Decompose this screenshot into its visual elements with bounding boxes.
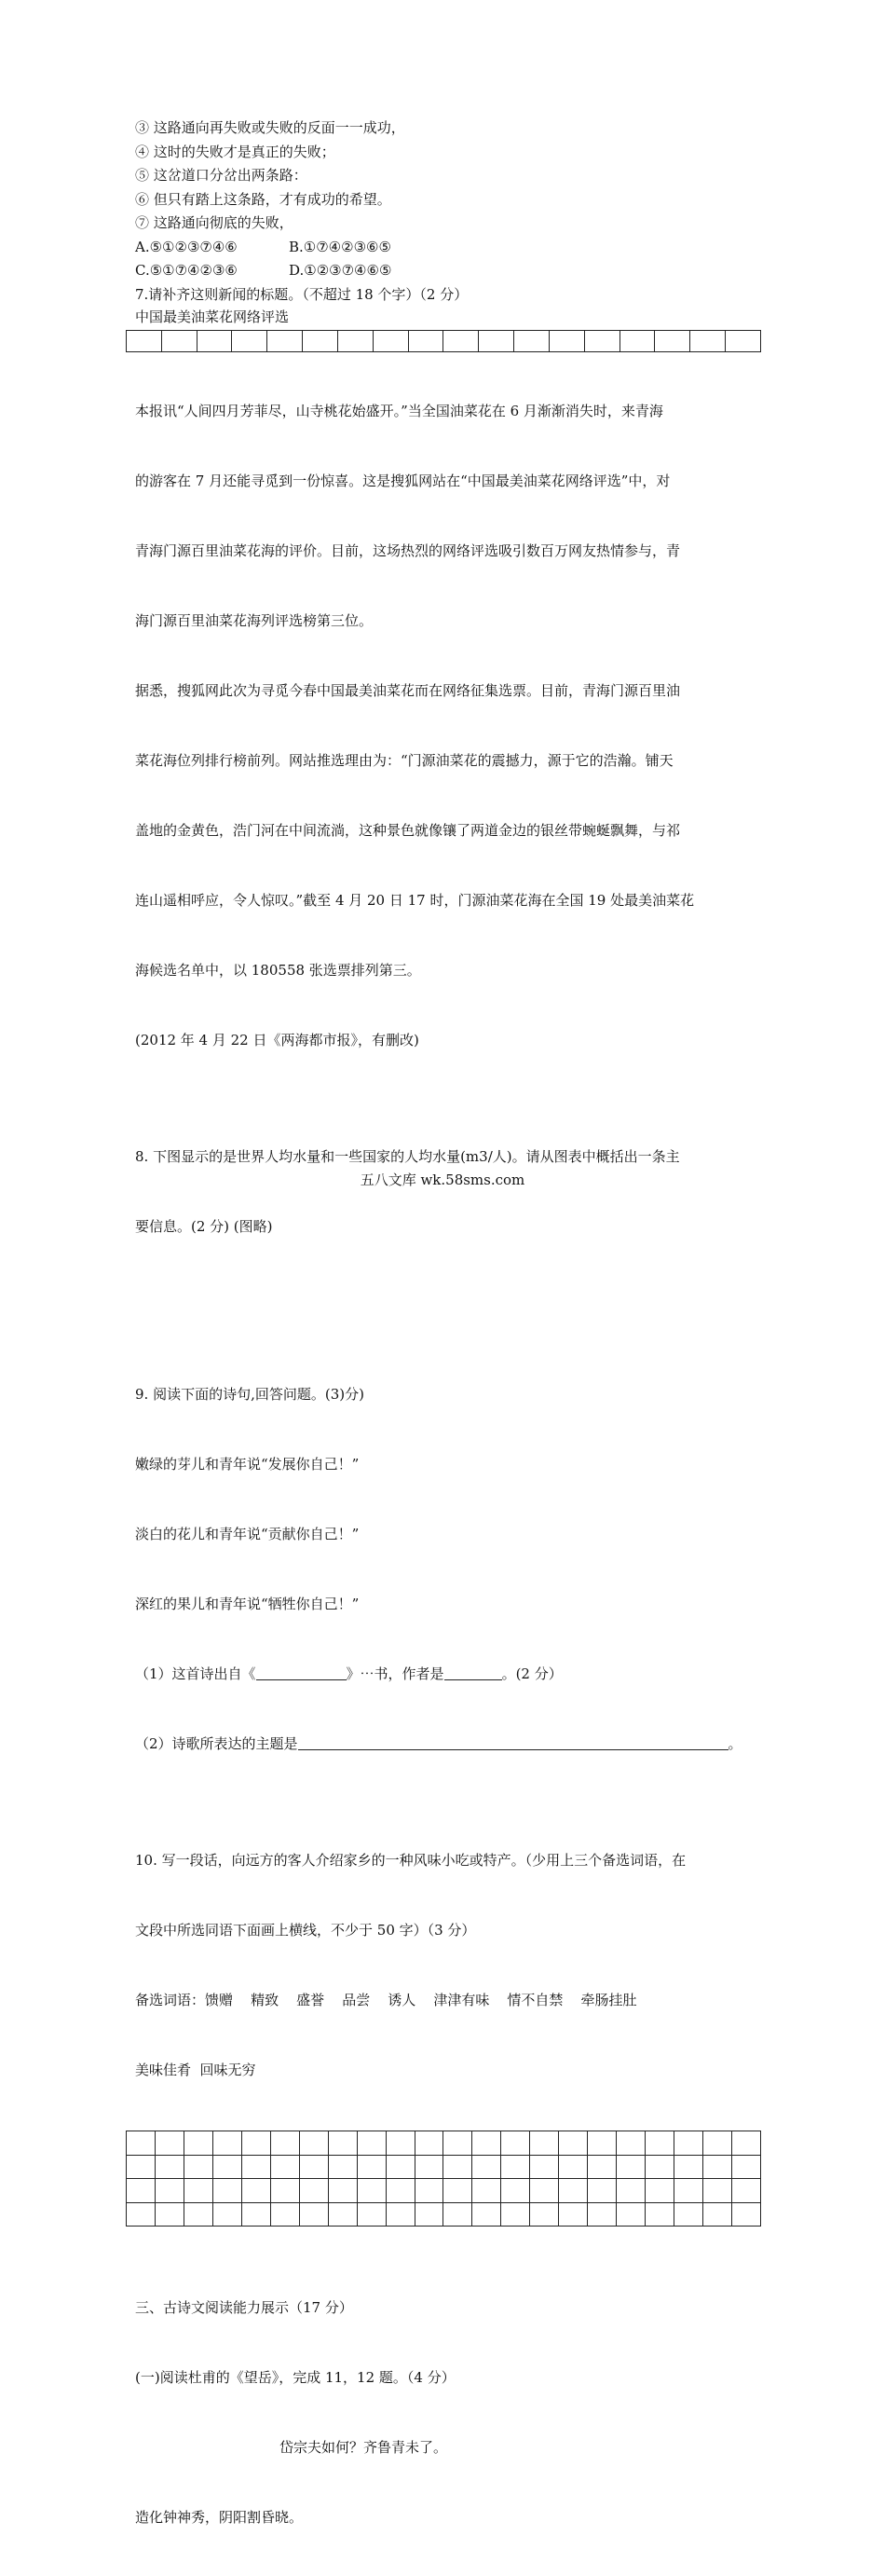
grid-cell[interactable] <box>337 331 373 352</box>
grid-cell[interactable] <box>357 2131 386 2156</box>
grid-cell[interactable] <box>530 2179 559 2203</box>
option-c: C.⑤①⑦④②③⑥ <box>135 262 238 279</box>
line-7: ⑦ 这路通向彻底的失败， <box>135 214 293 231</box>
grid-cell[interactable] <box>155 2202 184 2227</box>
grid-cell[interactable] <box>386 2202 415 2227</box>
grid-cell[interactable] <box>270 2131 299 2156</box>
grid-cell[interactable] <box>155 2179 184 2203</box>
news-line: 本报讯“人间四月芳菲尽，山寺桃花始盛开。”当全国油菜花在 6 月渐渐消失时，来青海 <box>135 403 663 419</box>
q7-title-prefix: 中国最美油菜花网络评选 <box>135 308 290 325</box>
options-row-1 <box>135 236 761 260</box>
option-a: A.⑤①②③⑦④⑥ <box>135 238 238 255</box>
q9-sub2: （2）诗歌所表达的主题是 。 <box>135 1735 742 1752</box>
q8-line: 要信息。(2 分) (图略) <box>135 1218 273 1235</box>
news-line: 据悉，搜狐网此次为寻觅今春中国最美油菜花而在网络征集选票。目前，青海门源百里油 <box>135 682 681 699</box>
grid-cell[interactable] <box>674 2179 703 2203</box>
grid-cell[interactable] <box>732 2202 761 2227</box>
grid-cell[interactable] <box>549 331 584 352</box>
grid-cell[interactable] <box>328 2179 357 2203</box>
grid-cell[interactable] <box>241 2131 270 2156</box>
grid-cell[interactable] <box>588 2131 617 2156</box>
grid-cell[interactable] <box>127 2131 156 2156</box>
grid-cell[interactable] <box>472 2202 501 2227</box>
section-gap <box>135 2227 761 2250</box>
q7-news <box>135 353 761 1099</box>
grid-cell[interactable] <box>646 2179 674 2203</box>
theme-blank[interactable] <box>298 1735 728 1750</box>
q10-line: 10. 写一段话，向远方的客人介绍家乡的一种风味小吃或特产。（少用上三个备选词语，在 <box>135 1852 687 1869</box>
grid-cell[interactable] <box>232 331 267 352</box>
q9 <box>135 1336 761 1802</box>
document-page <box>135 116 761 2576</box>
grid-cell[interactable] <box>299 2202 328 2227</box>
grid-cell[interactable] <box>184 2202 212 2227</box>
grid-cell[interactable] <box>620 331 655 352</box>
grid-cell[interactable] <box>443 331 479 352</box>
grid-cell[interactable] <box>588 2155 617 2179</box>
q10-answer-grid[interactable] <box>126 2131 761 2227</box>
grid-cell[interactable] <box>514 331 550 352</box>
grid-cell[interactable] <box>559 2179 588 2203</box>
q8-line: 8. 下图显示的是世界人均水量和一些国家的人均水量(m3/人)。请从图表中概括出一条主 <box>135 1148 680 1165</box>
grid-cell[interactable] <box>501 2155 530 2179</box>
grid-cell[interactable] <box>299 2179 328 2203</box>
grid-cell[interactable] <box>328 2131 357 2156</box>
news-line: 连山遥相呼应，令人惊叹。”截至 4 月 20 日 17 时，门源油菜花海在全国 19 处最美油菜花 <box>135 892 695 909</box>
grid-cell[interactable] <box>212 2202 241 2227</box>
grid-cell[interactable] <box>674 2155 703 2179</box>
news-source: (2012 年 4 月 22 日《两海都市报》，有删改) <box>135 1032 419 1048</box>
grid-cell[interactable] <box>328 2155 357 2179</box>
news-line: 海门源百里油菜花海列评选榜第三位。 <box>135 612 374 629</box>
q7-answer-grid[interactable] <box>126 330 761 352</box>
grid-cell[interactable] <box>386 2179 415 2203</box>
grid-cell[interactable] <box>559 2202 588 2227</box>
option-b: B.①⑦④②③⑥⑤ <box>289 238 391 255</box>
line-5: ⑤ 这岔道口分岔出两条路： <box>135 167 307 184</box>
grid-cell[interactable] <box>299 2131 328 2156</box>
grid-cell[interactable] <box>127 2179 156 2203</box>
grid-cell[interactable] <box>646 2155 674 2179</box>
grid-cell[interactable] <box>703 2131 732 2156</box>
options-row-2 <box>135 259 761 283</box>
grid-cell[interactable] <box>617 2179 646 2203</box>
grid-cell[interactable] <box>472 2179 501 2203</box>
grid-cell[interactable] <box>703 2202 732 2227</box>
grid-cell[interactable] <box>732 2155 761 2179</box>
grid-cell[interactable] <box>690 331 726 352</box>
grid-cell[interactable] <box>479 331 514 352</box>
footer-watermark: 五八文库 wk.58sms.com <box>360 1172 525 1188</box>
word-bank: 备选词语：馈赠 精致 盛誉 品尝 诱人 津津有味 情不自禁 牵肠挂肚 <box>135 1992 637 2008</box>
grid-cell[interactable] <box>501 2131 530 2156</box>
author-blank[interactable] <box>444 1665 502 1680</box>
q10 <box>135 1802 761 2129</box>
grid-cell[interactable] <box>357 2179 386 2203</box>
grid-cell[interactable] <box>472 2155 501 2179</box>
poem-line-1: 岱宗夫如何？齐鲁青未了。 <box>279 2439 448 2456</box>
poem-line: 深红的果儿和青年说“牺牲你自己！” <box>135 1596 360 1612</box>
grid-cell[interactable] <box>443 2179 472 2203</box>
grid-cell[interactable] <box>443 2155 472 2179</box>
news-line: 青海门源百里油菜花海的评价。目前，这场热烈的网络评选吸引数百万网友热情参与，青 <box>135 542 681 559</box>
news-line: 盖地的金黄色，浩门河在中间流淌，这种景色就像镶了两道金边的银丝带蜿蜒飘舞，与祁 <box>135 822 681 839</box>
grid-cell[interactable] <box>617 2202 646 2227</box>
grid-cell[interactable] <box>267 331 303 352</box>
option-d: D.①②③⑦④⑥⑤ <box>289 262 392 279</box>
grid-cell[interactable] <box>155 2155 184 2179</box>
section-3-title: 三、古诗文阅读能力展示（17 分） <box>135 2299 353 2316</box>
grid-cell[interactable] <box>127 2202 156 2227</box>
chart-omitted-space <box>135 1285 761 1336</box>
poem-line: 淡白的花儿和青年说“贡献你自己！” <box>135 1526 360 1542</box>
q9-sub1: （1）这首诗出自《 》⋯书，作者是 。(2 分） <box>135 1665 563 1682</box>
grid-cell[interactable] <box>270 2155 299 2179</box>
grid-cell[interactable] <box>127 2155 156 2179</box>
grid-cell[interactable] <box>212 2155 241 2179</box>
grid-cell[interactable] <box>588 2179 617 2203</box>
grid-cell[interactable] <box>357 2202 386 2227</box>
section-3-sub: (一)阅读杜甫的《望岳》，完成 11，12 题。（4 分） <box>135 2369 456 2386</box>
grid-cell[interactable] <box>530 2131 559 2156</box>
grid-cell[interactable] <box>732 2131 761 2156</box>
grid-cell[interactable] <box>197 331 232 352</box>
grid-cell[interactable] <box>184 2131 212 2156</box>
grid-cell[interactable] <box>472 2131 501 2156</box>
grid-cell[interactable] <box>559 2131 588 2156</box>
grid-cell[interactable] <box>270 2179 299 2203</box>
q9-title: 9. 阅读下面的诗句,回答问题。(3)分) <box>135 1386 364 1403</box>
grid-cell[interactable] <box>415 2202 443 2227</box>
grid-cell[interactable] <box>703 2155 732 2179</box>
grid-cell[interactable] <box>726 331 761 352</box>
q7-title: 7.请补齐这则新闻的标题。（不超过 18 个字）（2 分） <box>135 285 469 303</box>
book-title-blank[interactable] <box>256 1665 347 1680</box>
grid-cell[interactable] <box>501 2179 530 2203</box>
grid-cell[interactable] <box>617 2131 646 2156</box>
poem-line: 嫩绿的芽儿和青年说“发展你自己！” <box>135 1456 360 1473</box>
grid-cell[interactable] <box>674 2131 703 2156</box>
grid-cell[interactable] <box>703 2179 732 2203</box>
grid-cell[interactable] <box>415 2155 443 2179</box>
q10-line: 文段中所选同语下面画上横线，不少于 50 字）（3 分） <box>135 1922 476 1939</box>
grid-cell[interactable] <box>617 2155 646 2179</box>
grid-cell[interactable] <box>241 2179 270 2203</box>
grid-cell[interactable] <box>184 2179 212 2203</box>
line-4: ④ 这时的失败才是真正的失败； <box>135 143 335 160</box>
grid-cell[interactable] <box>443 2202 472 2227</box>
grid-cell[interactable] <box>646 2131 674 2156</box>
news-line: 的游客在 7 月还能寻觅到一份惊喜。这是搜狐网站在“中国最美油菜花网络评选”中，对 <box>135 473 671 489</box>
line-6: ⑥ 但只有踏上这条路，才有成功的希望。 <box>135 190 391 208</box>
grid-cell[interactable] <box>299 2155 328 2179</box>
grid-cell[interactable] <box>501 2202 530 2227</box>
grid-cell[interactable] <box>386 2131 415 2156</box>
grid-cell[interactable] <box>443 2131 472 2156</box>
grid-cell[interactable] <box>646 2202 674 2227</box>
news-line: 菜花海位列排行榜前列。网站推选理由为：“门源油菜花的震撼力，源于它的浩瀚。铺天 <box>135 752 674 769</box>
grid-cell[interactable] <box>212 2179 241 2203</box>
grid-cell[interactable] <box>328 2202 357 2227</box>
grid-cell[interactable] <box>588 2202 617 2227</box>
poem-line-2: 造化钟神秀，阴阳割昏晓。 <box>135 2509 304 2526</box>
line-3: ③ 这路通向再失败或失败的反面一一成功， <box>135 119 405 136</box>
grid-cell[interactable] <box>408 331 443 352</box>
grid-cell[interactable] <box>655 331 690 352</box>
grid-cell[interactable] <box>584 331 620 352</box>
word-bank-2: 美味佳肴 回味无穷 <box>135 2062 256 2078</box>
grid-cell[interactable] <box>373 331 408 352</box>
grid-cell[interactable] <box>415 2179 443 2203</box>
grid-cell[interactable] <box>386 2155 415 2179</box>
grid-cell[interactable] <box>127 331 162 352</box>
grid-cell[interactable] <box>303 331 338 352</box>
grid-cell[interactable] <box>241 2155 270 2179</box>
grid-cell[interactable] <box>674 2202 703 2227</box>
grid-cell[interactable] <box>155 2131 184 2156</box>
grid-cell[interactable] <box>241 2202 270 2227</box>
grid-cell[interactable] <box>270 2202 299 2227</box>
grid-cell[interactable] <box>161 331 197 352</box>
grid-cell[interactable] <box>184 2155 212 2179</box>
q8 <box>135 1099 761 1285</box>
grid-cell[interactable] <box>530 2155 559 2179</box>
section-3 <box>135 2250 761 2576</box>
grid-cell[interactable] <box>357 2155 386 2179</box>
grid-cell[interactable] <box>559 2155 588 2179</box>
grid-cell[interactable] <box>530 2202 559 2227</box>
grid-cell[interactable] <box>415 2131 443 2156</box>
news-line: 海候选名单中，以 180558 张选票排列第三。 <box>135 962 421 979</box>
grid-cell[interactable] <box>732 2179 761 2203</box>
grid-cell[interactable] <box>212 2131 241 2156</box>
